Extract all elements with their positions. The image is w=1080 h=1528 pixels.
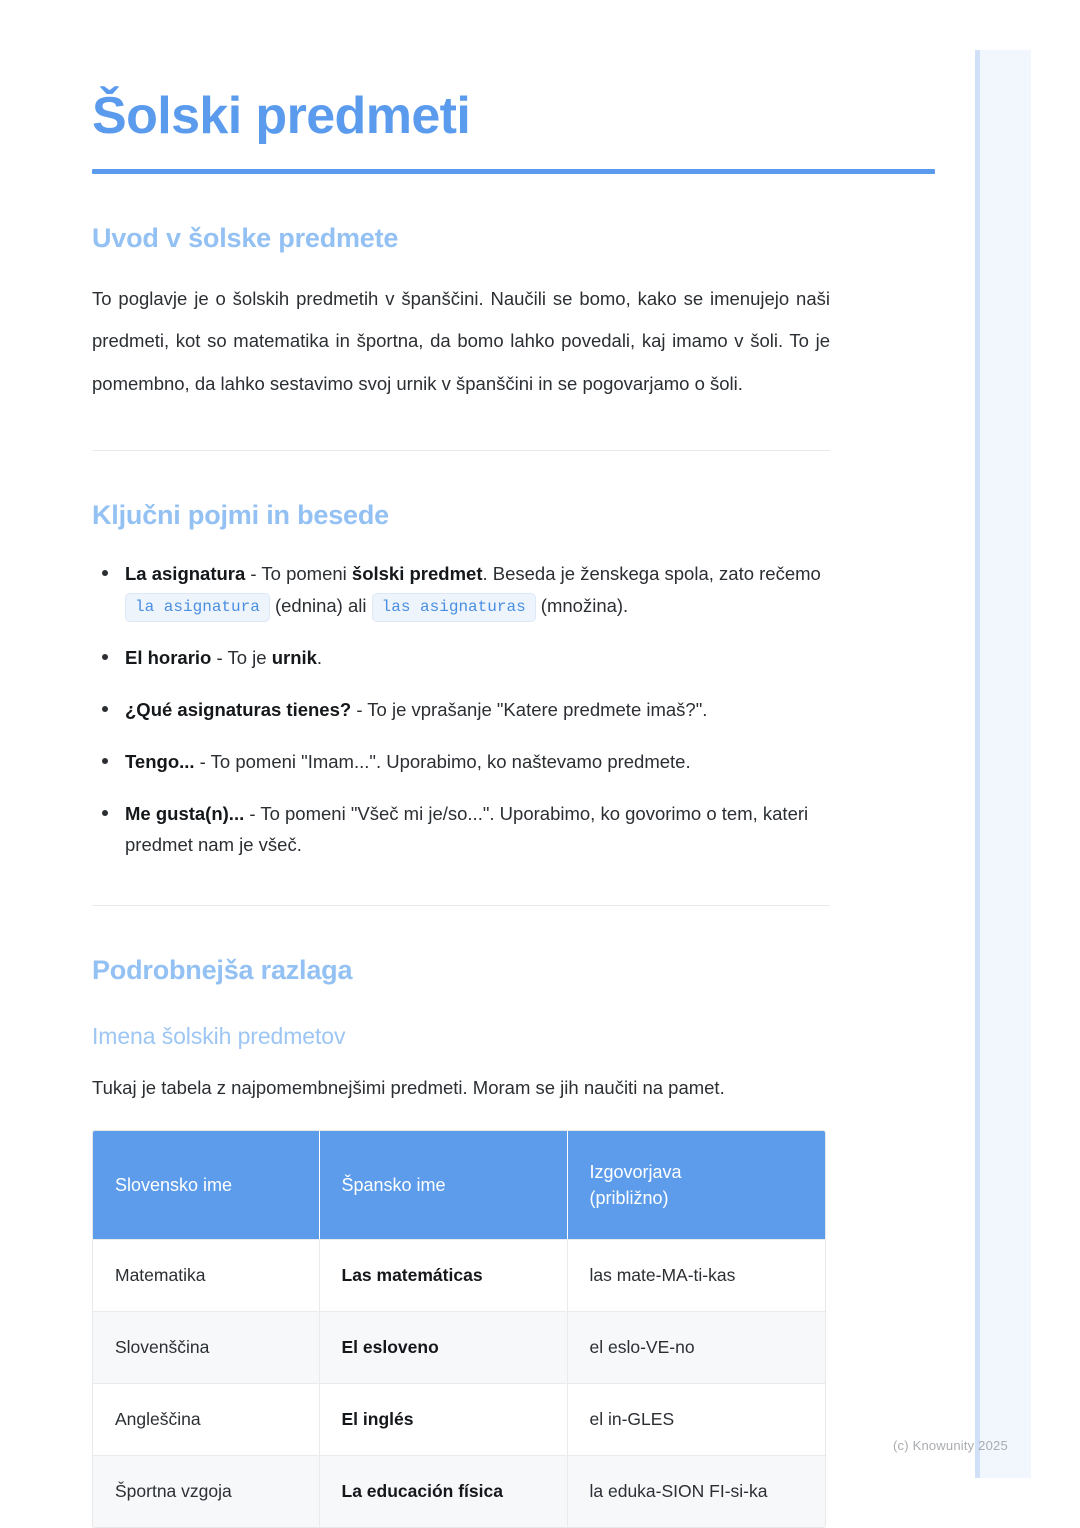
copyright-watermark: (c) Knowunity 2025 xyxy=(893,1438,1008,1453)
term-separator: - xyxy=(351,698,368,720)
term-emphasis: urnik xyxy=(271,647,317,669)
term-separator: - xyxy=(245,563,262,585)
column-header-pronunciation xyxy=(567,1131,826,1239)
cell-spanish: La educación física xyxy=(319,1455,567,1527)
term-separator: - xyxy=(244,802,261,824)
table-body xyxy=(93,1239,826,1527)
cell-spanish: El inglés xyxy=(319,1383,567,1455)
list-item xyxy=(92,694,830,726)
term-text: To je vprašanje "Katere predmete imaš?". xyxy=(367,698,708,720)
column-header-line-1: Špansko ime xyxy=(341,1174,446,1195)
section-heading-intro: Uvod v šolske predmete xyxy=(92,223,399,254)
term-name: El horario xyxy=(125,647,212,669)
document-content xyxy=(92,0,832,1528)
term-name: ¿Qué asignaturas tienes? xyxy=(125,698,352,720)
subject-table xyxy=(93,1131,826,1527)
bullet-icon xyxy=(102,706,108,712)
page-title: Šolski predmeti xyxy=(92,87,471,145)
cell-slovene: Slovenščina xyxy=(93,1311,319,1383)
term-name: La asignatura xyxy=(125,563,246,585)
term-text: To je xyxy=(227,647,272,669)
code-chip-singular: la asignatura xyxy=(125,593,270,622)
title-underline xyxy=(92,169,935,174)
term-text: To pomeni xyxy=(261,563,352,585)
table-row xyxy=(93,1311,826,1383)
bullet-icon xyxy=(102,758,108,764)
section-heading-key-terms: Ključni pojmi in besede xyxy=(92,499,389,530)
column-header-line-1: Izgovorjava xyxy=(589,1161,682,1182)
term-text: (ednina) ali xyxy=(269,595,372,617)
cell-slovene: Angleščina xyxy=(93,1383,319,1455)
list-item xyxy=(92,642,830,674)
cell-spanish: Las matemáticas xyxy=(319,1239,567,1311)
table-row xyxy=(93,1239,826,1311)
column-header-line-2: (približno) xyxy=(589,1188,669,1209)
term-text: To pomeni "Všeč mi je/so...". Uporabimo, ko govorimo o tem, kateri predmet nam je všeč. xyxy=(125,802,809,856)
key-terms-list xyxy=(92,558,830,861)
detail-paragraph: Tukaj je tabela z najpomembnejšimi predmeti. Moram se jih naučiti na pamet. xyxy=(92,1076,725,1098)
intro-paragraph: To poglavje je o šolskih predmetih v španščini. Naučili se bomo, kako se imenujejo naši predmeti, kot so matematika in športna, da bomo lahko povedali, kaj imamo v šoli. To je pomembno, da lahko sestavimo svoj urnik v španščini in se pogovarjamo o šoli. xyxy=(92,287,830,394)
table-header-row xyxy=(93,1131,826,1239)
code-chip-plural: las asignaturas xyxy=(372,593,536,622)
cell-slovene: Športna vzgoja xyxy=(93,1455,319,1527)
term-separator: - xyxy=(211,647,228,669)
term-text: To pomeni "Imam...". Uporabimo, ko naštevamo predmete. xyxy=(210,750,691,772)
column-header-spanish xyxy=(319,1131,567,1239)
cell-pronunciation: las mate-MA-ti-kas xyxy=(567,1239,826,1311)
cell-spanish: El esloveno xyxy=(319,1311,567,1383)
cell-pronunciation: el in-GLES xyxy=(567,1383,826,1455)
column-header-line-1: Slovensko ime xyxy=(115,1174,233,1195)
subsection-heading-subject-names: Imena šolskih predmetov xyxy=(92,1022,346,1049)
subject-table-container xyxy=(92,1130,826,1528)
column-header-slovene xyxy=(93,1131,319,1239)
table-header xyxy=(93,1131,826,1239)
list-item xyxy=(92,558,830,622)
bullet-icon xyxy=(102,810,108,816)
term-text: . xyxy=(316,647,323,669)
table-row xyxy=(93,1455,826,1527)
list-item xyxy=(92,798,830,862)
section-divider-2 xyxy=(92,905,830,906)
section-divider-1 xyxy=(92,450,830,451)
table-row xyxy=(93,1383,826,1455)
list-item xyxy=(92,746,830,778)
term-name: Me gusta(n)... xyxy=(125,802,245,824)
cell-slovene: Matematika xyxy=(93,1239,319,1311)
bullet-icon xyxy=(102,570,108,576)
term-text: (množina). xyxy=(535,595,629,617)
term-emphasis: šolski predmet xyxy=(351,563,483,585)
section-heading-detail: Podrobnejša razlaga xyxy=(92,955,353,986)
cell-pronunciation: el eslo-VE-no xyxy=(567,1311,826,1383)
term-text: . Beseda je ženskega spola, zato rečemo xyxy=(482,563,821,585)
cell-pronunciation: la eduka-SION FI-si-ka xyxy=(567,1455,826,1527)
bullet-icon xyxy=(102,654,108,660)
term-separator: - xyxy=(194,750,211,772)
term-name: Tengo... xyxy=(125,750,195,772)
